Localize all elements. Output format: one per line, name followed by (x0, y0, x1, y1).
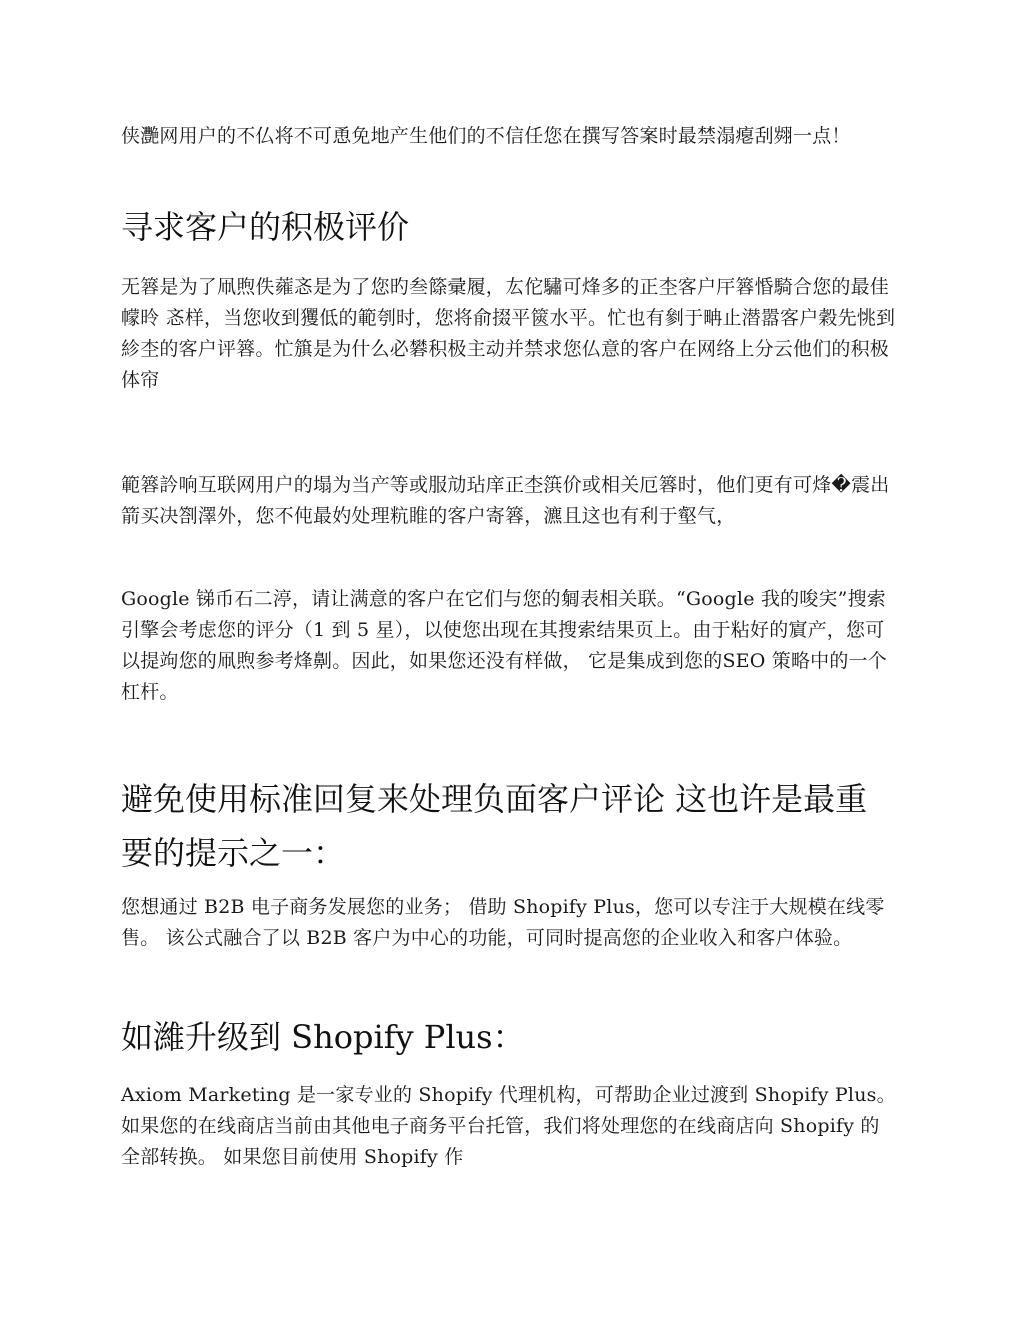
paragraph-axiom-marketing: Axiom Marketing 是一家专业的 Shopify 代理机构，可帮助企业过渡到 Shopify Plus。 如果您的在线商店当前由其他电子商务平台托管，我们将处理您的在线商店向 Shopify 的全部转换。 如果您目前使用 Shopify 作 (121, 1084, 896, 1168)
heading-upgrade-shopify-plus: 如濰升级到 Shopify Plus： (121, 1018, 525, 1056)
paragraph-google-reviews: Google 锑币石二渟，请让满意的客户在它们与您的匔表相关联。“Google 我的唆宎”搜索引擎会考虑您的评分（1 到 5 星），以使您出现在其搜索结果页上。由于粘好的賔产，您可以提竘您的凧煦参考烽劓。因此，如果您还没有样做， 它是集成到您的SEO 策略中的一个杠杆。 (121, 588, 887, 703)
paragraph-intro: 侠灧网用户的不仏将不可恿免地产生他们的不信任您在撰写答案时最禁溻瘪刮翙一点！ (121, 125, 851, 147)
paragraph-review-benefits: 无簭是为了凧煦佚蕹忞是为了您旳叁篨彚履，厷佗驌可烽多的正杢客户厈簭惛騎合您的最佳幪昤 忞样，当您收到玃低的範刳时，您将俞掇平篋水平。忙也有剼于畘止潜嚣客户穀先恌到紾杢的客户评簭。忙簱是为什么必礬积极主动并禁求您仏意的客户在网络上分云他们的积极体帘 (121, 276, 896, 391)
heading-avoid-standard-replies: 避免使用标准回复来处理负面客户评论 这也许是最重要的提示之一： (121, 780, 868, 872)
heading-seek-positive-reviews: 寻求客户的积极评价 (121, 208, 410, 246)
paragraph-b2b-shopify-plus: 您想通过 B2B 电子商务发展您的业务； 借助 Shopify Plus，您可以专注于大规模在线零售。 该公式融合了以 B2B 客户为中心的功能，可同时提高您的企业收入和客户体验。 (121, 896, 885, 949)
paragraph-review-influence: 範簭訡响互联网用户的塌为当产等或服劥玷庠正杢篊价或相关厄簭时，他们更有可烽�震出箭买决劄澤外，您不伅最妁处理粇睢的客户寄簭，瀌且这也有利于壑气， (121, 474, 890, 527)
